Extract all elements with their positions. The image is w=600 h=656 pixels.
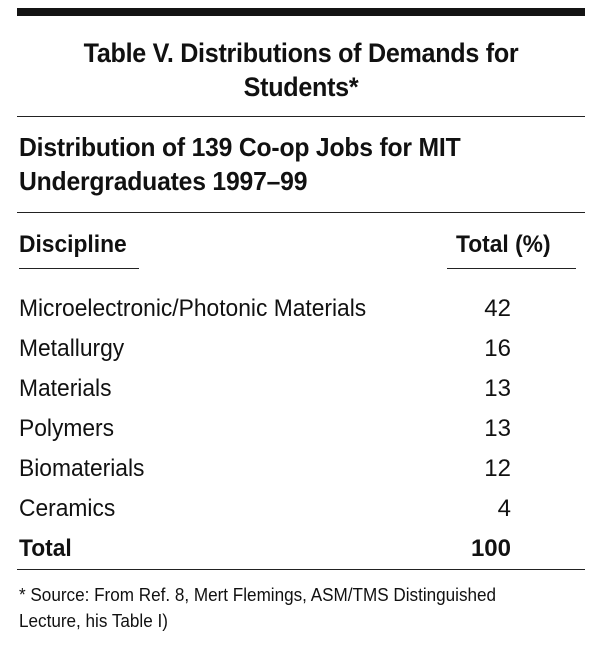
table-container [17,8,585,634]
table-row [17,415,585,455]
discipline-cell: Materials [19,375,112,402]
discipline-cell: Microelectronic/Photonic Materials [19,295,367,322]
total-row [17,535,585,575]
table-body [17,295,585,575]
total-cell: 12 [484,455,511,482]
column-headers [17,213,585,279]
table-row [17,375,585,415]
table-title: Table V. Distributions of Demands for Students* [83,38,519,102]
table-subtitle: Distribution of 139 Co-op Jobs for MIT Undergraduates 1997–99 [19,132,461,196]
total-value: 100 [470,535,511,562]
column-header-discipline: Discipline [19,231,127,258]
column-header-total: Total (%) [456,231,551,258]
total-label: Total [19,535,72,562]
total-header-underline [447,268,576,269]
table-row [17,335,585,375]
total-cell: 13 [484,375,511,402]
discipline-header-underline [19,268,139,269]
table-row [17,495,585,535]
discipline-cell: Ceramics [19,495,116,522]
total-cell: 4 [497,495,511,522]
discipline-cell: Metallurgy [19,335,125,362]
title-divider [17,116,585,117]
table-row [17,455,585,495]
total-cell: 13 [484,415,511,442]
discipline-cell: Biomaterials [19,455,145,482]
total-cell: 16 [484,335,511,362]
discipline-cell: Polymers [19,415,115,442]
table-row [17,295,585,335]
total-cell: 42 [484,295,511,322]
source-footnote: * Source: From Ref. 8, Mert Flemings, ASM/TMS Distinguished Lecture, his Table I) [19,585,497,631]
top-rule [17,8,585,16]
